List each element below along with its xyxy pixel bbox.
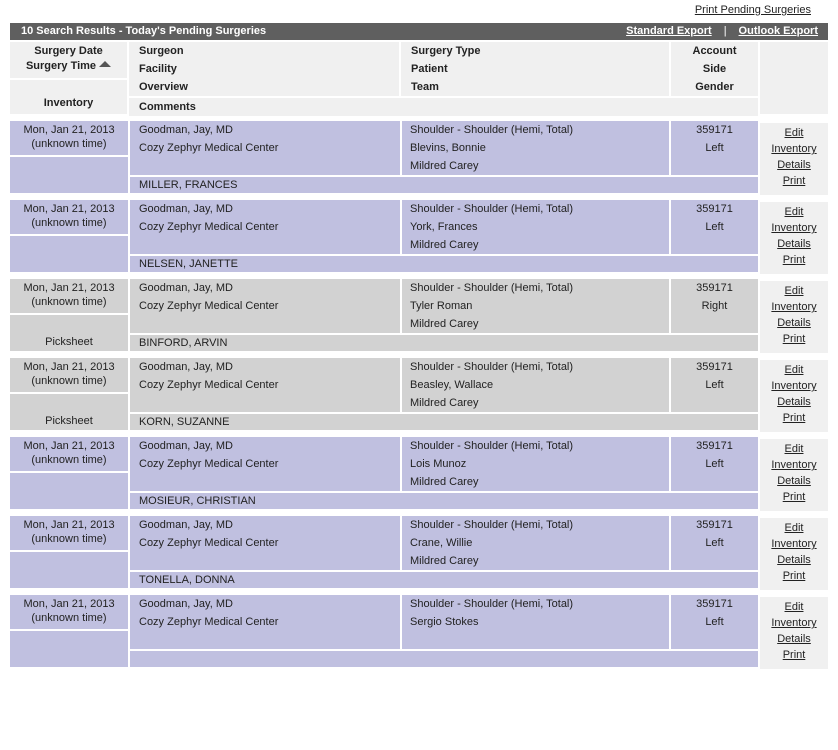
header-facility: Facility — [139, 63, 177, 75]
date-cell — [10, 358, 128, 392]
actions-cell — [760, 597, 828, 669]
date-cell — [10, 516, 128, 550]
date-cell — [10, 121, 128, 155]
comments-text: TONELLA, DONNA — [139, 574, 235, 586]
header-account-cell — [671, 42, 758, 96]
type-cell — [402, 595, 669, 649]
edit-link[interactable]: Edit — [784, 206, 804, 218]
surgery-side: Left — [705, 458, 724, 470]
details-link[interactable]: Details — [777, 238, 811, 250]
header-overview: Overview — [139, 81, 188, 93]
inventory-status: Picksheet — [45, 415, 93, 427]
surgery-date: Mon, Jan 21, 2013 — [23, 519, 115, 531]
account-cell — [671, 279, 758, 333]
header-surgeon-cell — [129, 42, 399, 96]
surgery-time: (unknown time) — [31, 217, 107, 229]
actions-cell — [760, 439, 828, 511]
results-title: 10 Search Results - Today's Pending Surgeries — [21, 25, 267, 37]
print-link[interactable]: Print — [782, 412, 806, 424]
surgery-side: Left — [705, 221, 724, 233]
surgery-date: Mon, Jan 21, 2013 — [23, 440, 115, 452]
surgeon-cell — [130, 121, 400, 175]
inventory-link[interactable]: Inventory — [771, 301, 817, 313]
inventory-cell — [10, 157, 128, 193]
header-comments: Comments — [139, 101, 196, 113]
surgery-type: Shoulder - Shoulder (Hemi, Total) — [410, 203, 574, 215]
facility-name: Cozy Zephyr Medical Center — [139, 537, 279, 549]
print-link[interactable]: Print — [782, 175, 806, 187]
account-number: 359171 — [696, 203, 733, 215]
surgery-type: Shoulder - Shoulder (Hemi, Total) — [410, 440, 574, 452]
details-link[interactable]: Details — [777, 396, 811, 408]
inventory-cell — [10, 473, 128, 509]
account-number: 359171 — [696, 519, 733, 531]
surgery-time: (unknown time) — [31, 296, 107, 308]
patient-name: Blevins, Bonnie — [410, 142, 486, 154]
inventory-status: Picksheet — [45, 336, 93, 348]
facility-name: Cozy Zephyr Medical Center — [139, 458, 279, 470]
surgery-time: (unknown time) — [31, 138, 107, 150]
inventory-cell — [10, 236, 128, 272]
header-type-cell — [401, 42, 669, 96]
print-pending-surgeries-link[interactable]: Print Pending Surgeries — [694, 4, 811, 16]
facility-name: Cozy Zephyr Medical Center — [139, 300, 279, 312]
date-cell — [10, 437, 128, 471]
inventory-cell — [10, 552, 128, 588]
comments-text: KORN, SUZANNE — [139, 416, 230, 428]
outlook-export-link[interactable]: Outlook Export — [738, 25, 818, 37]
header-side: Side — [702, 63, 727, 75]
team-name: Mildred Carey — [410, 397, 479, 409]
header-surgery-date: Surgery Date — [34, 45, 103, 57]
patient-name: Tyler Roman — [410, 300, 473, 312]
print-link[interactable]: Print — [782, 649, 806, 661]
surgeon-name: Goodman, Jay, MD — [139, 203, 233, 215]
inventory-cell — [10, 315, 128, 351]
surgery-date: Mon, Jan 21, 2013 — [23, 598, 115, 610]
surgery-time: (unknown time) — [31, 454, 107, 466]
surgeon-cell — [130, 595, 400, 649]
account-cell — [671, 121, 758, 175]
comments-cell — [130, 177, 758, 193]
team-name: Mildred Carey — [410, 318, 479, 330]
comments-text: MOSIEUR, CHRISTIAN — [139, 495, 256, 507]
team-name: Mildred Carey — [410, 239, 479, 251]
patient-name: Lois Munoz — [410, 458, 467, 470]
header-date-time[interactable] — [10, 42, 127, 78]
edit-link[interactable]: Edit — [784, 127, 804, 139]
type-cell — [402, 437, 669, 491]
header-surgeon: Surgeon — [139, 45, 184, 57]
facility-name: Cozy Zephyr Medical Center — [139, 221, 279, 233]
print-link[interactable]: Print — [782, 570, 806, 582]
surgery-type: Shoulder - Shoulder (Hemi, Total) — [410, 519, 574, 531]
date-cell — [10, 595, 128, 629]
account-number: 359171 — [696, 124, 733, 136]
type-cell — [402, 200, 669, 254]
details-link[interactable]: Details — [777, 475, 811, 487]
comments-cell — [130, 414, 758, 430]
edit-link[interactable]: Edit — [784, 443, 804, 455]
surgery-type: Shoulder - Shoulder (Hemi, Total) — [410, 361, 574, 373]
team-name: Mildred Carey — [410, 160, 479, 172]
account-cell — [671, 595, 758, 649]
details-link[interactable]: Details — [777, 317, 811, 329]
header-surgery-time: Surgery Time — [25, 60, 97, 72]
table-header — [10, 40, 828, 116]
header-patient: Patient — [411, 63, 448, 75]
details-link[interactable]: Details — [777, 159, 811, 171]
comments-cell — [130, 256, 758, 272]
patient-name: Crane, Willie — [410, 537, 473, 549]
inventory-link[interactable]: Inventory — [771, 617, 817, 629]
surgery-date: Mon, Jan 21, 2013 — [23, 124, 115, 136]
sort-ascending-icon — [99, 61, 111, 67]
header-surgery-type: Surgery Type — [411, 45, 481, 57]
actions-cell — [760, 202, 828, 274]
surgeon-name: Goodman, Jay, MD — [139, 282, 233, 294]
surgery-time: (unknown time) — [31, 612, 107, 624]
surgery-record — [10, 595, 828, 750]
type-cell — [402, 358, 669, 412]
edit-link[interactable]: Edit — [784, 522, 804, 534]
export-separator: | — [723, 25, 727, 37]
actions-cell — [760, 360, 828, 432]
account-number: 359171 — [696, 598, 733, 610]
details-link[interactable]: Details — [777, 554, 811, 566]
header-actions-cell — [760, 42, 828, 114]
account-number: 359171 — [696, 440, 733, 452]
surgery-type: Shoulder - Shoulder (Hemi, Total) — [410, 598, 574, 610]
inventory-cell — [10, 631, 128, 667]
actions-cell — [760, 123, 828, 195]
comments-cell — [130, 493, 758, 509]
inventory-link[interactable]: Inventory — [771, 222, 817, 234]
inventory-link[interactable]: Inventory — [771, 143, 817, 155]
comments-text: BINFORD, ARVIN — [139, 337, 228, 349]
date-cell — [10, 200, 128, 234]
facility-name: Cozy Zephyr Medical Center — [139, 379, 279, 391]
surgery-side: Left — [705, 537, 724, 549]
comments-cell — [130, 335, 758, 351]
surgeon-cell — [130, 437, 400, 491]
comments-text: NELSEN, JANETTE — [139, 258, 239, 270]
account-cell — [671, 200, 758, 254]
surgery-type: Shoulder - Shoulder (Hemi, Total) — [410, 282, 574, 294]
header-inventory-cell — [10, 80, 127, 114]
edit-link[interactable]: Edit — [784, 601, 804, 613]
account-cell — [671, 437, 758, 491]
actions-cell — [760, 518, 828, 590]
edit-link[interactable]: Edit — [784, 285, 804, 297]
surgeon-name: Goodman, Jay, MD — [139, 361, 233, 373]
header-inventory: Inventory — [43, 97, 94, 109]
print-link[interactable]: Print — [782, 254, 806, 266]
surgeon-name: Goodman, Jay, MD — [139, 440, 233, 452]
surgery-side: Left — [705, 142, 724, 154]
type-cell — [402, 121, 669, 175]
inventory-link[interactable]: Inventory — [771, 380, 817, 392]
header-team: Team — [411, 81, 439, 93]
account-number: 359171 — [696, 282, 733, 294]
header-surgery-time-wrap — [10, 59, 127, 73]
comments-cell — [130, 651, 758, 667]
surgery-time: (unknown time) — [31, 375, 107, 387]
header-account: Account — [692, 45, 737, 57]
surgery-time: (unknown time) — [31, 533, 107, 545]
surgeon-cell — [130, 516, 400, 570]
details-link[interactable]: Details — [777, 633, 811, 645]
inventory-cell — [10, 394, 128, 430]
comments-text: MILLER, FRANCES — [139, 179, 238, 191]
surgery-side: Left — [705, 379, 724, 391]
header-comments-cell — [129, 98, 758, 116]
type-cell — [402, 516, 669, 570]
surgery-date: Mon, Jan 21, 2013 — [23, 282, 115, 294]
print-link[interactable]: Print — [782, 333, 806, 345]
patient-name: Sergio Stokes — [410, 616, 479, 628]
standard-export-link[interactable]: Standard Export — [626, 25, 712, 37]
surgery-side: Left — [705, 616, 724, 628]
facility-name: Cozy Zephyr Medical Center — [139, 142, 279, 154]
surgeon-cell — [130, 358, 400, 412]
inventory-link[interactable]: Inventory — [771, 459, 817, 471]
account-cell — [671, 516, 758, 570]
inventory-link[interactable]: Inventory — [771, 538, 817, 550]
patient-name: York, Frances — [410, 221, 478, 233]
results-bar — [10, 23, 828, 40]
comments-cell — [130, 572, 758, 588]
print-link[interactable]: Print — [782, 491, 806, 503]
export-links — [626, 25, 818, 37]
team-name: Mildred Carey — [410, 555, 479, 567]
team-name: Mildred Carey — [410, 476, 479, 488]
surgeon-name: Goodman, Jay, MD — [139, 598, 233, 610]
surgery-date: Mon, Jan 21, 2013 — [23, 361, 115, 373]
edit-link[interactable]: Edit — [784, 364, 804, 376]
surgery-type: Shoulder - Shoulder (Hemi, Total) — [410, 124, 574, 136]
account-number: 359171 — [696, 361, 733, 373]
facility-name: Cozy Zephyr Medical Center — [139, 616, 279, 628]
surgeon-name: Goodman, Jay, MD — [139, 519, 233, 531]
surgeon-cell — [130, 200, 400, 254]
surgeon-name: Goodman, Jay, MD — [139, 124, 233, 136]
account-cell — [671, 358, 758, 412]
actions-cell — [760, 281, 828, 353]
type-cell — [402, 279, 669, 333]
date-cell — [10, 279, 128, 313]
header-gender: Gender — [695, 81, 734, 93]
surgeon-cell — [130, 279, 400, 333]
surgery-side: Right — [701, 300, 728, 312]
surgery-date: Mon, Jan 21, 2013 — [23, 203, 115, 215]
patient-name: Beasley, Wallace — [410, 379, 494, 391]
